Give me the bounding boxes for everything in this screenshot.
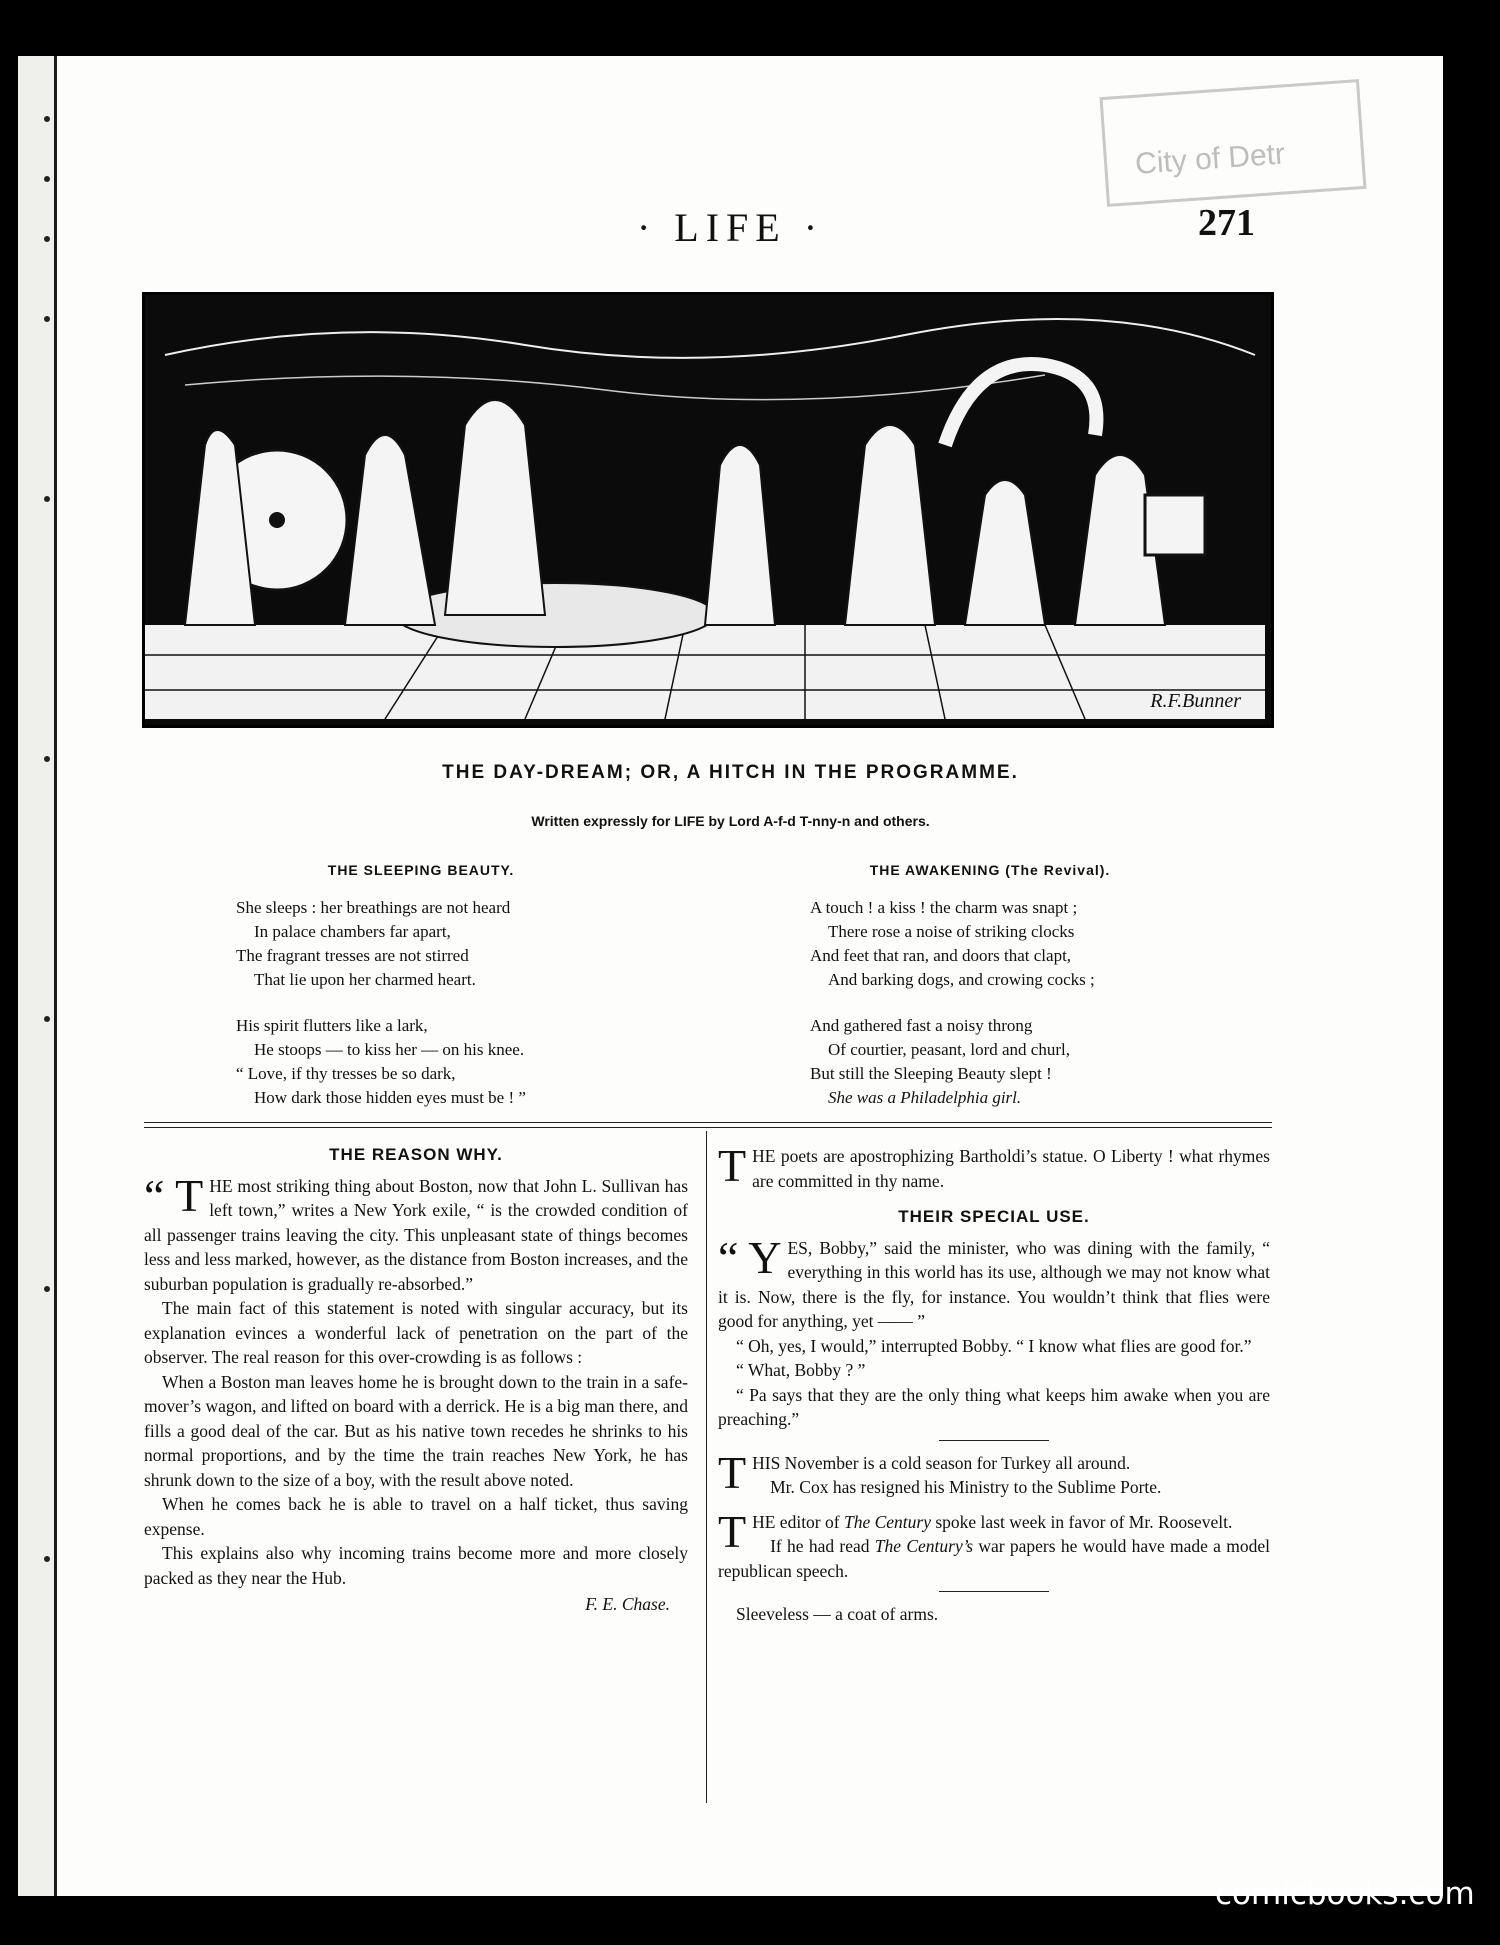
- paragraph: Sleeveless — a coat of arms.: [736, 1604, 939, 1624]
- poem-line: She was a Philadelphia girl.: [828, 1088, 1022, 1107]
- special-use-heading: THEIR SPECIAL USE.: [898, 1207, 1090, 1226]
- paragraph: “ Pa says that they are the only thing what keeps him awake when you are preaching.”: [718, 1384, 1270, 1429]
- paragraph: “ What, Bobby ? ”: [736, 1360, 866, 1380]
- poem-line: “ Love, if thy tresses be so dark,: [236, 1064, 456, 1083]
- poem-line: He stoops — to kiss her — on his knee.: [254, 1040, 525, 1059]
- paragraph: THE editor of The Century spoke last week in favor of Mr. Roosevelt.: [718, 1505, 1233, 1557]
- short-rule: [939, 1591, 1049, 1592]
- reason-why-heading: THE REASON WHY.: [329, 1145, 503, 1164]
- reason-why-column: [144, 1143, 688, 1617]
- poem-heading: THE SLEEPING BEAUTY.: [327, 862, 515, 878]
- drop-cap: “ Y: [718, 1231, 782, 1283]
- paragraph: If he had read The Century’s war papers he would have made a model republican speech.: [718, 1536, 1270, 1581]
- article-title: THE DAY-DREAM; OR, A HITCH IN THE PROGRAMME.: [442, 762, 1019, 783]
- paragraph: “ Oh, yes, I would,” interrupted Bobby. “ I know what flies are good for.”: [736, 1335, 1252, 1356]
- poem-line: Of courtier, peasant, lord and churl,: [828, 1040, 1070, 1059]
- drop-cap: T: [718, 1446, 747, 1498]
- illustration-signature: R.F.Bunner: [1150, 690, 1241, 712]
- author-signature: F. E. Chase.: [585, 1594, 670, 1614]
- paragraph: “ Y ES, Bobby,” said the minister, who was dining with the family, “ everything in this world has its use, although we may not know what it is. Now, there is the fly, for instance. You wouldn’t think that flies were good for anything, yet —— ”: [718, 1231, 1270, 1331]
- paragraph: This explains also why incoming trains become more and more closely packed as they near the Hub.: [144, 1543, 688, 1588]
- paragraph: Mr. Cox has resigned his Ministry to the Sublime Porte.: [770, 1477, 1162, 1497]
- poem-line: But still the Sleeping Beauty slept !: [810, 1064, 1052, 1083]
- paragraph: THE poets are apostrophizing Bartholdi’s statue. O Liberty ! what rhymes are committed in thy name.: [718, 1140, 1270, 1191]
- drop-cap: “ T: [144, 1169, 204, 1221]
- poem-heading: THE AWAKENING (The Revival).: [869, 862, 1111, 878]
- poem-line: His spirit flutters like a lark,: [236, 1016, 428, 1035]
- poem-line: In palace chambers far apart,: [254, 922, 451, 941]
- poem-line: And gathered fast a noisy throng: [810, 1016, 1033, 1035]
- masthead: · LIFE ·: [636, 205, 825, 250]
- drop-cap: T: [718, 1505, 747, 1557]
- poem-line: A touch ! a kiss ! the charm was snapt ;: [810, 898, 1078, 917]
- page-binding: [18, 56, 57, 1896]
- article-byline: Written expressly for LIFE by Lord A-f-d T-nny-n and others.: [531, 813, 930, 829]
- drop-cap: T: [718, 1140, 747, 1191]
- day-dream-illustration: [142, 292, 1274, 728]
- illustration-drawing: [145, 295, 1265, 719]
- poem-line: How dark those hidden eyes must be ! ”: [254, 1088, 526, 1107]
- poem-line: The fragrant tresses are not stirred: [236, 946, 469, 965]
- poem-line: She sleeps : her breathings are not heard: [236, 898, 511, 917]
- library-stamp: City of Detr: [1099, 79, 1366, 207]
- paragraph: THIS November is a cold season for Turkey all around.: [718, 1446, 1131, 1498]
- column-rule: [706, 1131, 707, 1803]
- poem-awakening: [810, 858, 1170, 1110]
- page-number: 271: [1198, 202, 1255, 244]
- poem-line: That lie upon her charmed heart.: [254, 970, 476, 989]
- watermark: comicbooks.com: [1215, 1876, 1475, 1912]
- paragraph: The main fact of this statement is noted with singular accuracy, but its explanation evinces a wonderful lack of penetration on the part of the observer. The real reason for this over-crowding is as follows :: [144, 1298, 688, 1367]
- poem-line: There rose a noise of striking clocks: [828, 922, 1075, 941]
- paragraph: When a Boston man leaves home he is brought down to the train in a safe-mover’s wagon, and lifted on board with a derrick. He is a big man there, and fills a good deal of the car. But as his native town recedes he shrinks to his normal proportions, and by the time the train reaches New York, he has shrunk down to the size of a boy, with the result above noted.: [144, 1371, 688, 1490]
- magazine-page: [18, 56, 1443, 1896]
- paragraph: “ T HE most striking thing about Boston, now that John L. Sullivan has left town,” writes a New York exile, “ is the crowded condition of all passenger trains leaving the city. This unpleasant state of things becomes less and less marked, however, as the distance from Boston increases, and the suburban population is gradually re-absorbed.”: [144, 1169, 688, 1294]
- section-rule: [144, 1127, 1272, 1128]
- poem-line: And feet that ran, and doors that clapt,: [810, 946, 1072, 965]
- section-rule: [144, 1122, 1272, 1123]
- right-column: [718, 1140, 1270, 1627]
- short-rule: [939, 1440, 1049, 1441]
- paragraph: When he comes back he is able to travel on a half ticket, thus saving expense.: [144, 1494, 688, 1539]
- poem-line: And barking dogs, and crowing cocks ;: [828, 970, 1095, 989]
- poem-sleeping-beauty: [236, 858, 606, 1110]
